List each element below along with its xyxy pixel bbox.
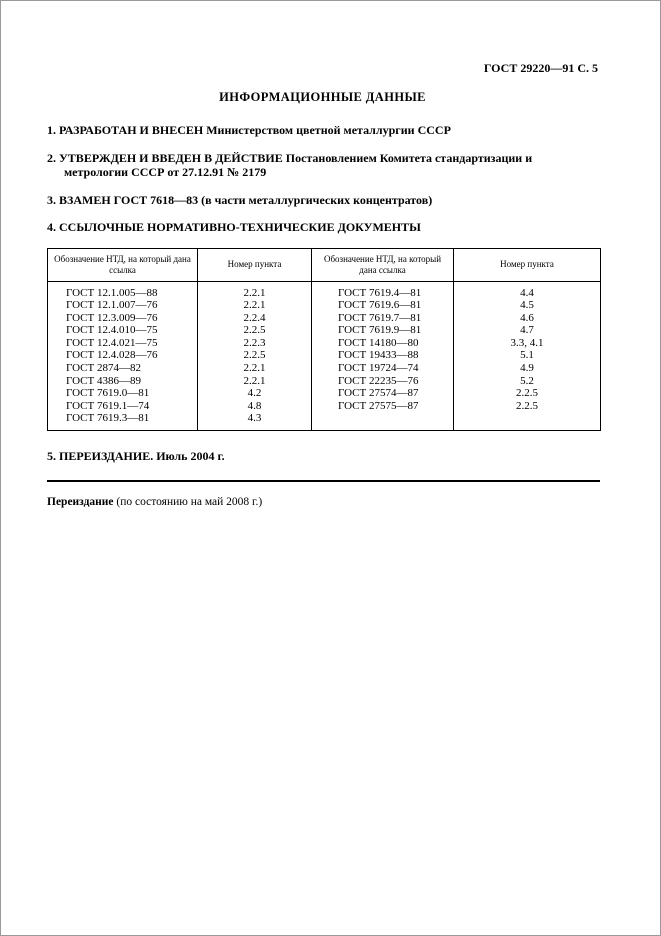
ntd-cell: ГОСТ 7619.4—81	[312, 281, 454, 299]
ntd-cell: ГОСТ 27574—87	[312, 387, 454, 400]
punkt-cell: 2.2.3	[198, 337, 312, 350]
punkt-cell: 2.2.1	[198, 362, 312, 375]
footer-divider	[47, 480, 600, 482]
punkt-cell: 2.2.5	[454, 400, 601, 413]
punkt-cell: 5.2	[454, 375, 601, 388]
table-row	[48, 412, 601, 430]
ntd-cell: ГОСТ 7619.6—81	[312, 299, 454, 312]
punkt-cell: 4.4	[454, 281, 601, 299]
ntd-cell: ГОСТ 4386—89	[48, 375, 198, 388]
info-item-4	[47, 220, 598, 235]
header-clause-number-left: Номер пункта	[198, 248, 312, 281]
ntd-cell: ГОСТ 12.4.028—76	[48, 349, 198, 362]
ntd-cell	[312, 412, 454, 430]
punkt-cell: 4.3	[198, 412, 312, 430]
punkt-cell: 2.2.5	[198, 324, 312, 337]
punkt-cell	[454, 412, 601, 430]
page-title: ИНФОРМАЦИОННЫЕ ДАННЫЕ	[219, 90, 426, 104]
table-row	[48, 387, 601, 400]
ntd-cell: ГОСТ 12.1.005—88	[48, 281, 198, 299]
ntd-cell: ГОСТ 19433—88	[312, 349, 454, 362]
ntd-cell: ГОСТ 7619.1—74	[48, 400, 198, 413]
table-header	[48, 248, 601, 281]
punkt-cell: 4.9	[454, 362, 601, 375]
item-text: ССЫЛОЧНЫЕ НОРМАТИВНО-ТЕХНИЧЕСКИЕ ДОКУМЕНТЫ	[59, 220, 421, 234]
table-row	[48, 324, 601, 337]
item-number: 4.	[47, 220, 56, 234]
table-row	[48, 312, 601, 325]
table-header-row	[48, 248, 601, 281]
info-item-5	[47, 449, 598, 464]
punkt-cell: 2.2.1	[198, 281, 312, 299]
ntd-cell: ГОСТ 7619.7—81	[312, 312, 454, 325]
ntd-cell: ГОСТ 7619.0—81	[48, 387, 198, 400]
punkt-cell: 4.6	[454, 312, 601, 325]
header-ntd-designation-left: Обозначение НТД, на который дана ссылка	[48, 248, 198, 281]
reprint-note-rest: (по состоянию на май 2008 г.)	[113, 495, 263, 508]
item-number: 5.	[47, 449, 56, 464]
punkt-cell: 2.2.1	[198, 299, 312, 312]
punkt-cell: 2.2.5	[198, 349, 312, 362]
ntd-cell: ГОСТ 7619.9—81	[312, 324, 454, 337]
item-number: 2.	[47, 150, 56, 165]
table-row	[48, 349, 601, 362]
info-item-3	[47, 193, 598, 208]
punkt-cell: 2.2.4	[198, 312, 312, 325]
ntd-cell: ГОСТ 22235—76	[312, 375, 454, 388]
header-ntd-designation-right: Обозначение НТД, на который дана ссылка	[312, 248, 454, 281]
ntd-cell: ГОСТ 12.4.010—75	[48, 324, 198, 337]
punkt-cell: 5.1	[454, 349, 601, 362]
page-header-gost-number: ГОСТ 29220—91 С. 5	[483, 61, 598, 75]
item-number: 3.	[47, 192, 56, 207]
table-row	[48, 281, 601, 299]
ntd-cell: ГОСТ 27575—87	[312, 400, 454, 413]
punkt-cell: 2.2.1	[198, 375, 312, 388]
item-text: ВЗАМЕН ГОСТ 7618—83 (в части металлургических концентратов)	[59, 192, 433, 207]
ntd-table-body	[48, 281, 601, 431]
item-number: 1.	[47, 123, 56, 137]
ntd-cell: ГОСТ 14180—80	[312, 337, 454, 350]
reprint-note	[47, 496, 598, 508]
table-row	[48, 362, 601, 375]
punkt-cell: 2.2.5	[454, 387, 601, 400]
table-row	[48, 375, 601, 388]
ntd-cell: ГОСТ 2874—82	[48, 362, 198, 375]
ntd-cell: ГОСТ 7619.3—81	[48, 412, 198, 430]
ntd-cell: ГОСТ 19724—74	[312, 362, 454, 375]
punkt-cell: 4.2	[198, 387, 312, 400]
punkt-cell: 4.7	[454, 324, 601, 337]
reference-documents-table	[47, 248, 601, 432]
ntd-cell: ГОСТ 12.4.021—75	[48, 337, 198, 350]
item-text: УТВЕРЖДЕН И ВВЕДЕН В ДЕЙСТВИЕ Постановлением Комитета стандартизации и метрологии СССР от 27.12.91 № 2179	[59, 150, 533, 179]
punkt-cell: 4.8	[198, 400, 312, 413]
table-row	[48, 400, 601, 413]
header-clause-number-right: Номер пункта	[454, 248, 601, 281]
ntd-cell: ГОСТ 12.1.007—76	[48, 299, 198, 312]
ntd-cell: ГОСТ 12.3.009—76	[48, 312, 198, 325]
info-item-2	[47, 151, 598, 180]
item-text: РАЗРАБОТАН И ВНЕСЕН Министерством цветной металлургии СССР	[59, 123, 451, 137]
punkt-cell: 4.5	[454, 299, 601, 312]
table-row	[48, 299, 601, 312]
item-text: ПЕРЕИЗДАНИЕ. Июль 2004 г.	[59, 449, 225, 464]
reprint-note-lead: Переиздание	[47, 495, 114, 508]
info-item-1	[47, 123, 598, 138]
punkt-cell: 3.3, 4.1	[454, 337, 601, 350]
table-row	[48, 337, 601, 350]
